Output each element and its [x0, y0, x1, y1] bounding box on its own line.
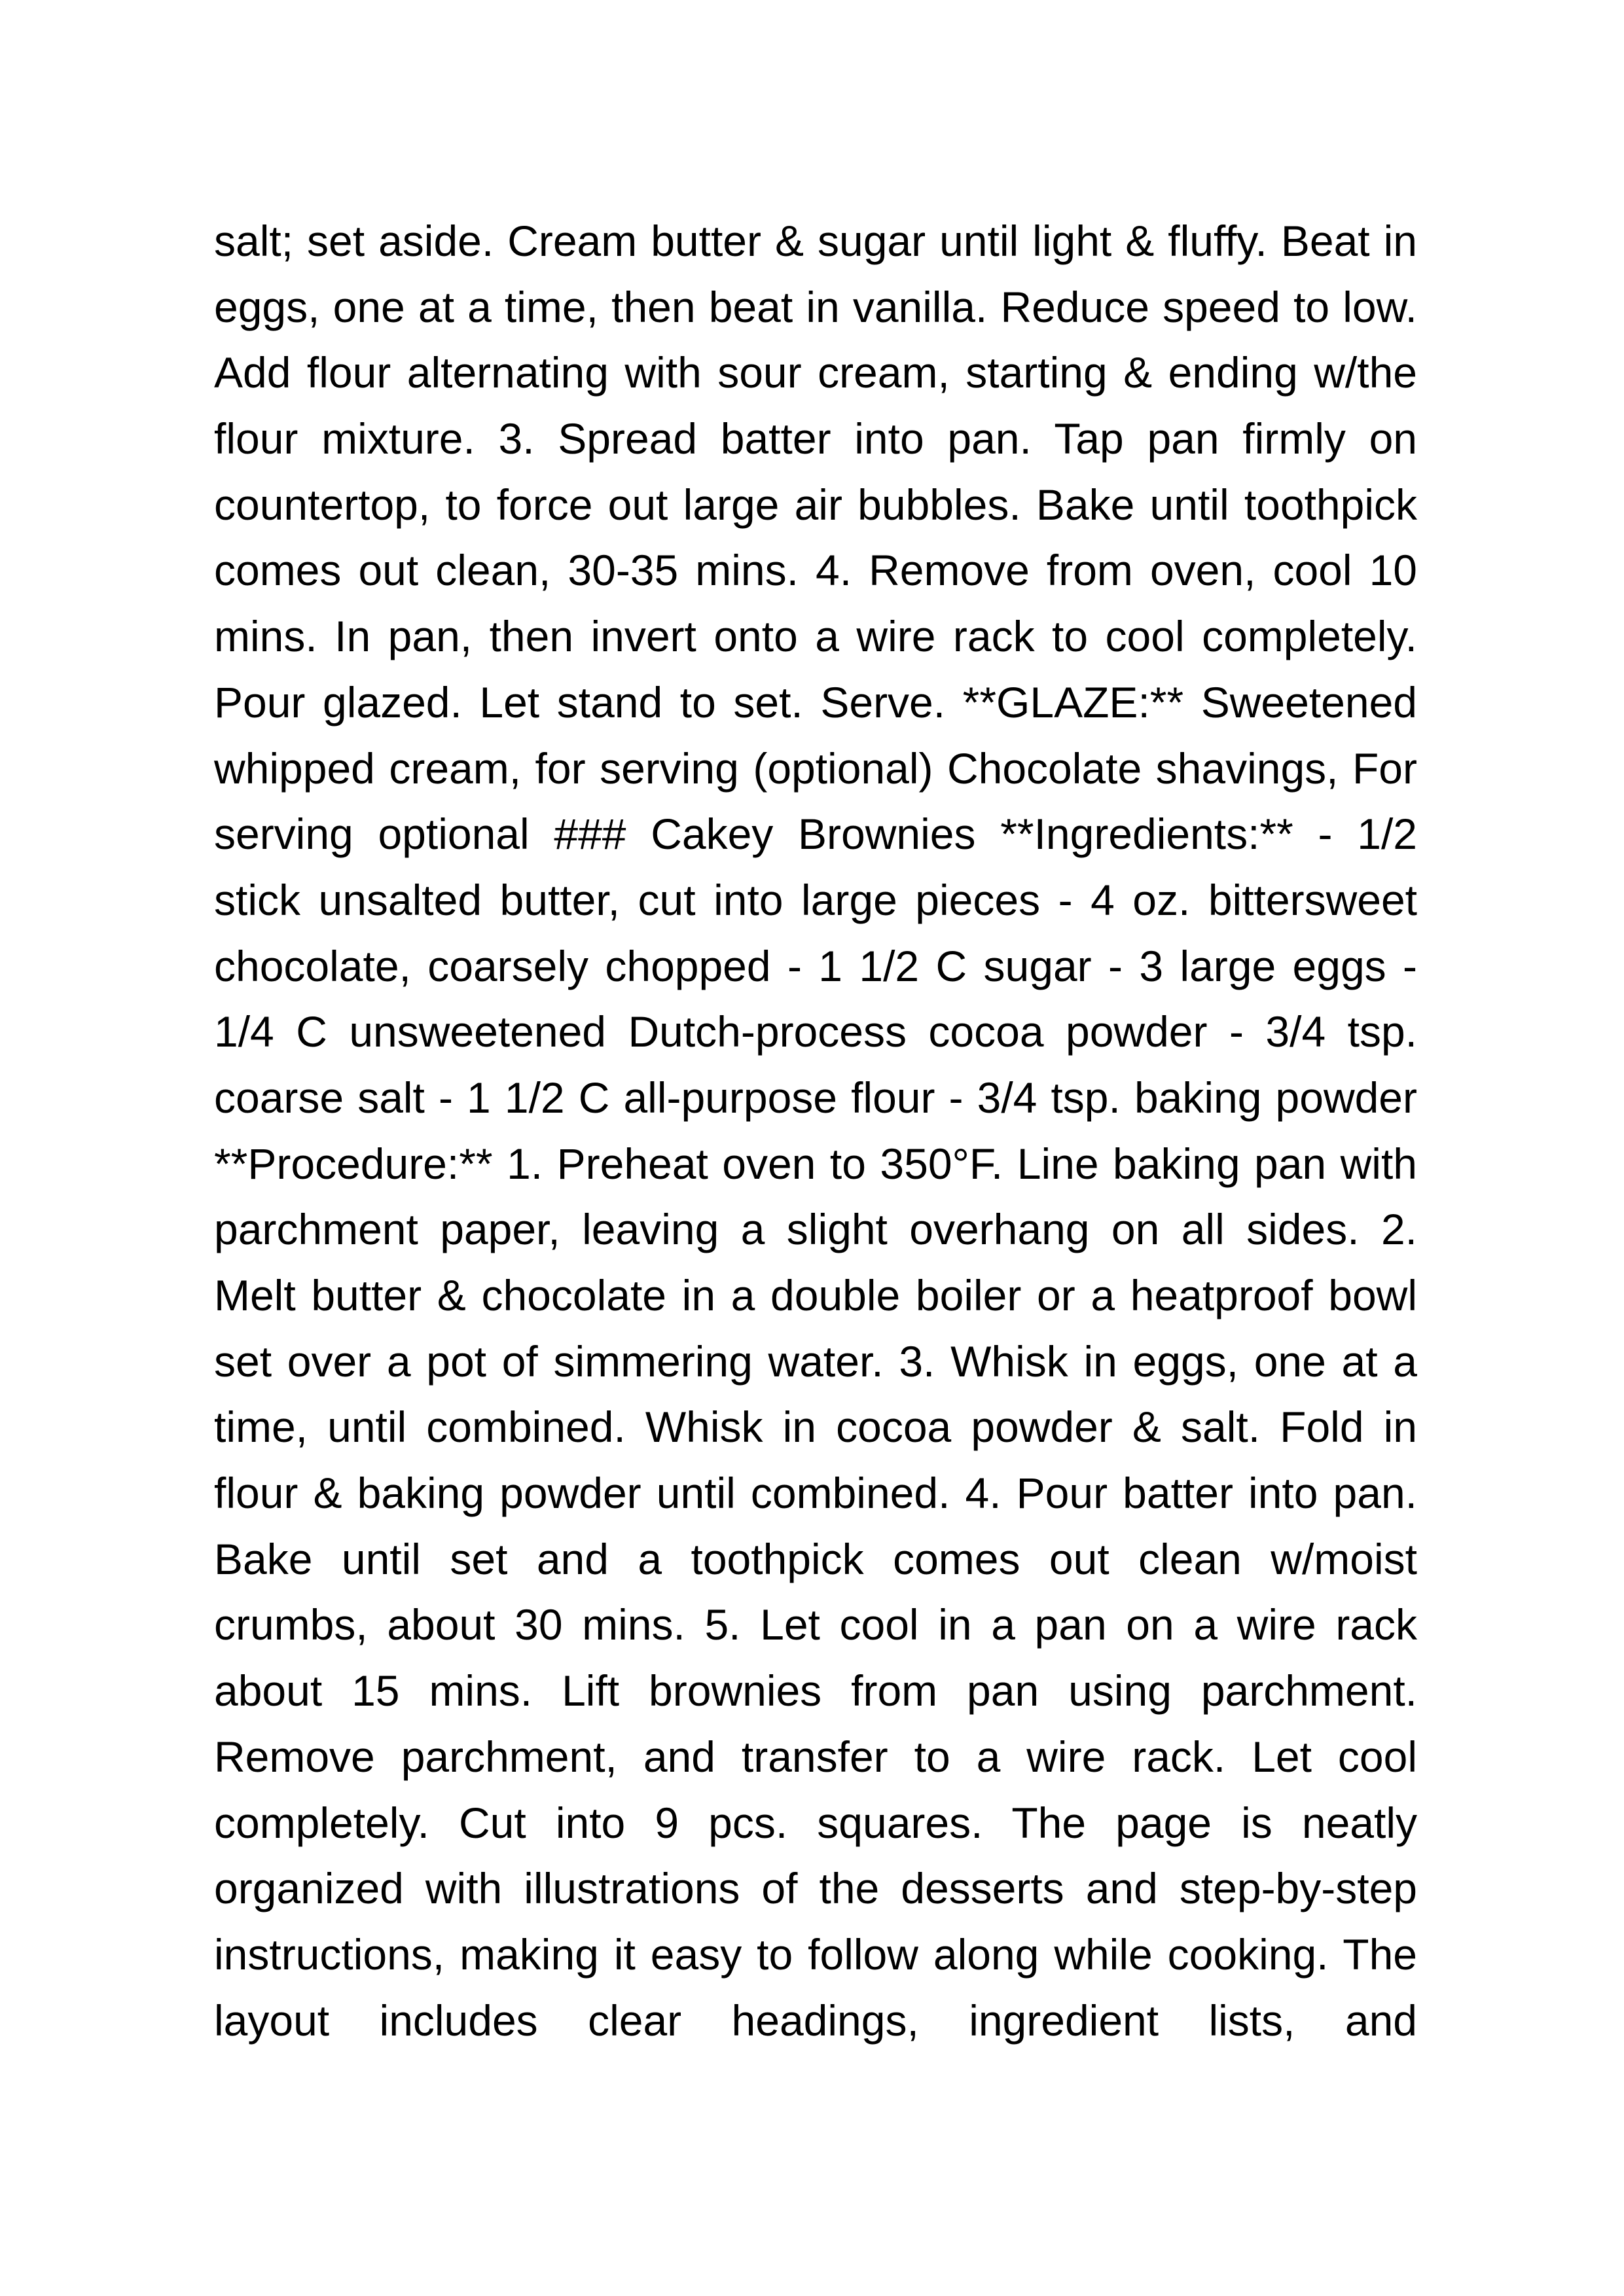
- text-line: organized with illustrations of the desserts and step-by-step: [214, 1864, 1417, 1913]
- text-line: eggs, one at a time, then beat in vanilla. Reduce speed to low.: [214, 282, 1417, 331]
- text-line: flour mixture. 3. Spread batter into pan. Tap pan firmly on: [214, 414, 1417, 463]
- text-line: flour & baking powder until combined. 4. Pour batter into pan.: [214, 1469, 1417, 1518]
- text-line: crumbs, about 30 mins. 5. Let cool in a pan on a wire rack: [214, 1600, 1417, 1649]
- text-line: Remove parchment, and transfer to a wire rack. Let cool: [214, 1732, 1417, 1781]
- text-line: layout includes clear headings, ingredient lists, and: [214, 1996, 1417, 2045]
- text-line: whipped cream, for serving (optional) Chocolate shavings, For: [214, 744, 1417, 793]
- text-line: salt; set aside. Cream butter & sugar until light & fluffy. Beat in: [214, 217, 1417, 265]
- text-line: mins. In pan, then invert onto a wire rack to cool completely.: [214, 612, 1417, 661]
- text-line: parchment paper, leaving a slight overhang on all sides. 2.: [214, 1205, 1417, 1254]
- body-text: [214, 208, 1417, 2053]
- text-line: **Procedure:** 1. Preheat oven to 350°F. Line baking pan with: [214, 1139, 1417, 1188]
- text-line: Bake until set and a toothpick comes out clean w/moist: [214, 1534, 1417, 1583]
- text-line: stick unsalted butter, cut into large pieces - 4 oz. bittersweet: [214, 875, 1417, 924]
- text-line: coarse salt - 1 1/2 C all-purpose flour - 3/4 tsp. baking powder: [214, 1073, 1417, 1122]
- text-line: serving optional ### Cakey Brownies **Ingredients:** - 1/2: [214, 810, 1417, 859]
- text-line: Melt butter & chocolate in a double boiler or a heatproof bowl: [214, 1271, 1417, 1319]
- text-line: Pour glazed. Let stand to set. Serve. **GLAZE:** Sweetened: [214, 677, 1417, 726]
- text-line: set over a pot of simmering water. 3. Whisk in eggs, one at a: [214, 1336, 1417, 1386]
- text-line: 1/4 C unsweetened Dutch-process cocoa powder - 3/4 tsp.: [214, 1007, 1417, 1056]
- text-line: completely. Cut into 9 pcs. squares. The page is neatly: [214, 1798, 1417, 1847]
- text-line: time, until combined. Whisk in cocoa powder & salt. Fold in: [214, 1403, 1417, 1452]
- text-line: Add flour alternating with sour cream, starting & ending w/the: [214, 348, 1417, 397]
- text-line: about 15 mins. Lift brownies from pan using parchment.: [214, 1666, 1417, 1715]
- text-line: instructions, making it easy to follow along while cooking. The: [214, 1929, 1417, 1979]
- text-line: countertop, to force out large air bubbles. Bake until toothpick: [214, 480, 1417, 529]
- text-line: chocolate, coarsely chopped - 1 1/2 C sugar - 3 large eggs -: [214, 941, 1417, 990]
- text-line: comes out clean, 30-35 mins. 4. Remove from oven, cool 10: [214, 546, 1417, 595]
